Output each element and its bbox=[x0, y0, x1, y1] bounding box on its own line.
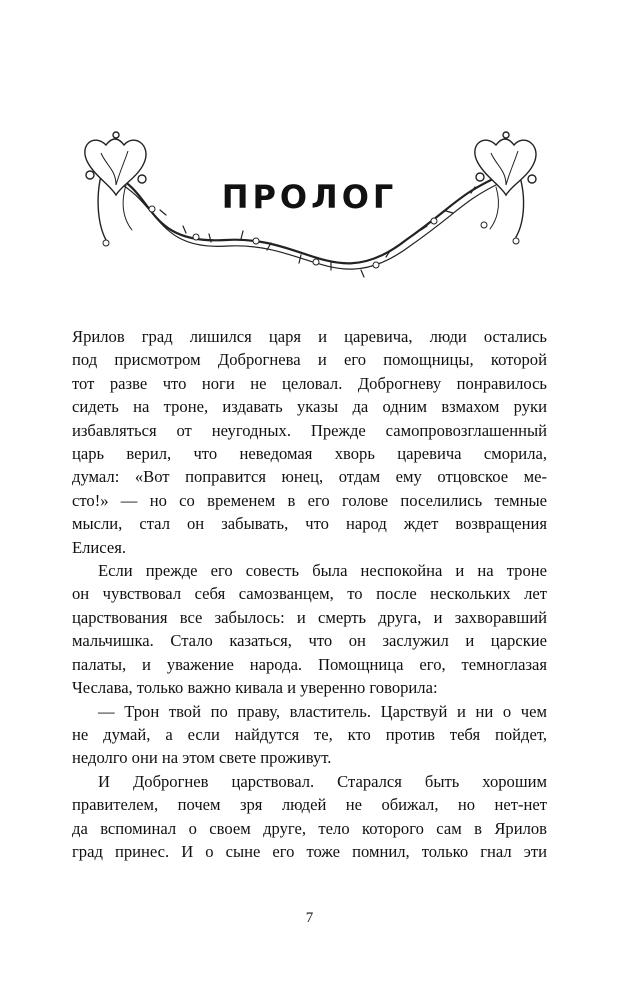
paragraph-line: тот разве что ноги не целовал. Доброгневу понравилось bbox=[72, 373, 547, 393]
page-number: 7 bbox=[305, 910, 314, 926]
body-text bbox=[72, 325, 547, 863]
paragraph-line: Ярилов град лишился царя и царевича, люди остались bbox=[72, 327, 547, 346]
chapter-title: ПРОЛОГ bbox=[221, 178, 398, 216]
paragraph-line: правителем, почем зря людей не обижал, но нет-нет bbox=[72, 795, 547, 815]
paragraph-line: град принес. И о сыне его тоже помнил, только гнал эти bbox=[72, 841, 547, 861]
paragraph-line: Чеслава, только важно кивала и уверенно говорила: bbox=[72, 678, 438, 698]
paragraph-line: он чувствовал себя самозванцем, то после нескольких лет bbox=[72, 584, 547, 604]
paragraph-line: мальчишка. Стало казаться, что он заслужил и царские bbox=[72, 631, 547, 651]
paragraph-line: И Доброгнев царствовал. Старался быть хорошим bbox=[98, 771, 547, 791]
paragraph-line: под присмотром Доброгнева и его помощницы, которой bbox=[72, 350, 547, 370]
paragraph-line: думал: «Вот поправится юнец, отдам ему отцовское ме- bbox=[72, 467, 547, 487]
paragraph-line: царствования все забылось: и смерть друга, и захворавший bbox=[72, 607, 547, 627]
paragraph-line: Елисея. bbox=[72, 537, 127, 557]
paragraph-line: недолго они на этом свете проживут. bbox=[72, 748, 332, 768]
paragraph-line: палаты, и уважение народа. Помощница его, темноглазая bbox=[72, 654, 547, 674]
paragraph-line: не думай, а если найдутся те, кто против тебя пойдет, bbox=[72, 724, 547, 744]
paragraph-line: Если прежде его совесть была неспокойна и на троне bbox=[98, 561, 547, 581]
paragraph-line: избавляться от неугодных. Прежде самопровозглашенный bbox=[72, 420, 547, 440]
paragraph-line: мысли, стал он забывать, что народ ждет возвращения bbox=[72, 514, 547, 534]
paragraph-line: сидеть на троне, издавать указы да одним взмахом руки bbox=[72, 397, 547, 417]
paragraph-line: — Трон твой по праву, властитель. Царствуй и ни о чем bbox=[98, 701, 547, 721]
paragraph-line: да вспоминал о своем друге, тело которого сам в Ярилов bbox=[72, 818, 547, 838]
paragraph-line: сто!» — но со временем в его голове поселились темные bbox=[72, 490, 547, 510]
paragraph-line: царь верил, что неведомая хворь царевича сморила, bbox=[72, 444, 547, 464]
